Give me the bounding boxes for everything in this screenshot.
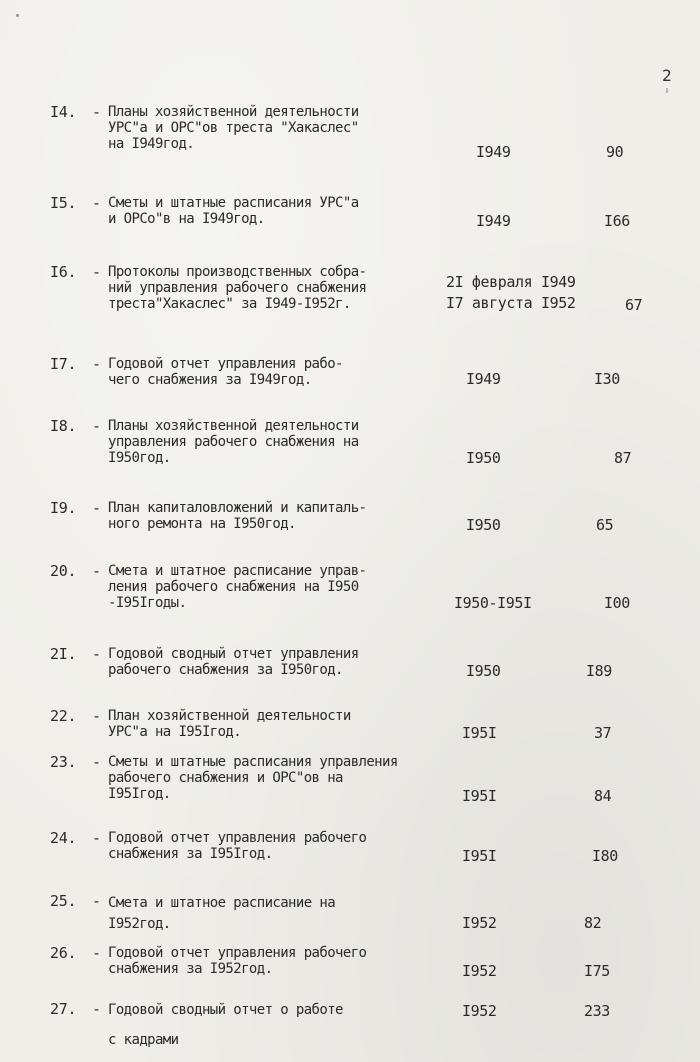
entry-title: Планы хозяйственной деятельности управления рабочего снабжения на I950год. [108,418,359,466]
entry-dash: - [92,499,102,517]
entry-date: I952 [462,1002,497,1020]
entry-date: I949 [476,212,511,230]
entry-sheets: 233 [584,1002,610,1020]
entry-date: I950 [466,449,501,467]
entry-sheets: I80 [592,847,618,865]
entry-dash: - [92,829,102,847]
entry-date: I95I [462,787,497,805]
entry-number: 26. [50,944,77,962]
entry-number: I7. [50,355,77,373]
entry-dash: - [92,355,102,373]
entry-number: 24. [50,829,77,847]
entry-number: 2I. [50,645,77,663]
entry-date-end: I7 августа I952 [446,294,576,312]
entry-date: I95I [462,847,497,865]
entry-sheets: I89 [586,662,612,680]
entry-number: I4. [50,103,77,121]
entry-dash: - [92,263,102,281]
entry-dash: - [92,944,102,962]
entry-date: I949 [476,143,511,161]
entry-title: Годовой сводный отчет о работе с кадрами [108,1002,343,1048]
entry-sheets: 65 [596,516,614,534]
entry-dash: - [92,892,102,910]
entry-title: Годовой отчет управления рабо- чего снабжения за I949год. [108,356,343,388]
entry-title: Сметы и штатные расписания УРС"а и ОРСо"в на I949год. [108,195,359,227]
entry-sheets: 84 [594,787,612,805]
entry-number: 22. [50,707,77,725]
scan-mark [16,14,19,17]
entry-title: Смета и штатное расписание управ- ления рабочего снабжения на I950 -I95Iгоды. [108,563,367,611]
entry-dash: - [92,417,102,435]
entry-sheets: 82 [584,914,602,932]
entry-date-start: 2I февраля I949 [446,273,576,291]
entry-date-range [446,272,575,314]
entry-title: Годовой отчет управления рабочего снабжения за I95Iгод. [108,830,367,862]
entry-dash: - [92,562,102,580]
entry-number: 23. [50,753,77,771]
entry-title: Планы хозяйственной деятельности УРС"а и ОРС"ов треста "Хакаслес" на I949год. [108,104,359,152]
entry-date: I950 [466,516,501,534]
entry-dash: - [92,1000,102,1018]
entry-sheets: 67 [625,296,643,314]
entry-date: I949 [466,370,501,388]
entry-sheets: 87 [614,449,632,467]
scan-mark [666,88,668,93]
entry-title: Протоколы производственных собра- ний управления рабочего снабжения треста"Хакаслес" за I949-I952г. [108,264,367,312]
entry-date: I950-I95I [454,594,532,612]
entry-number: I6. [50,263,77,281]
entry-title: Годовой отчет управления рабочего снабжения за I952год. [108,945,367,977]
entry-date: I950 [466,662,501,680]
entry-dash: - [92,103,102,121]
entry-number: 27. [50,1000,77,1018]
entry-sheets: 90 [606,143,624,161]
entry-sheets: 37 [594,724,612,742]
entry-number: 20. [50,562,77,580]
entry-title: План капиталовложений и капиталь- ного ремонта на I950год. [108,500,367,532]
entry-number: I9. [50,499,77,517]
entry-date: I95I [462,724,497,742]
entry-sheets: I30 [594,370,620,388]
entry-title: План хозяйственной деятельности УРС"а на I95Iгод. [108,708,351,740]
entry-sheets: I66 [604,212,630,230]
entry-dash: - [92,753,102,771]
page-number: 2 [662,66,672,85]
entry-date: I952 [462,962,497,980]
entry-number: I5. [50,194,77,212]
entry-number: I8. [50,417,77,435]
entry-sheets: I75 [584,962,610,980]
entry-dash: - [92,645,102,663]
entry-number: 25. [50,892,77,910]
entry-title: Годовой сводный отчет управления рабочего снабжения за I950год. [108,646,359,678]
entry-date: I952 [462,914,497,932]
entry-title: Сметы и штатные расписания управления рабочего снабжения и ОРС"ов на I95Iгод. [108,754,398,802]
entry-dash: - [92,707,102,725]
entry-title: Смета и штатное расписание на I952год. [108,895,336,932]
entry-dash: - [92,194,102,212]
entry-sheets: I00 [604,594,630,612]
